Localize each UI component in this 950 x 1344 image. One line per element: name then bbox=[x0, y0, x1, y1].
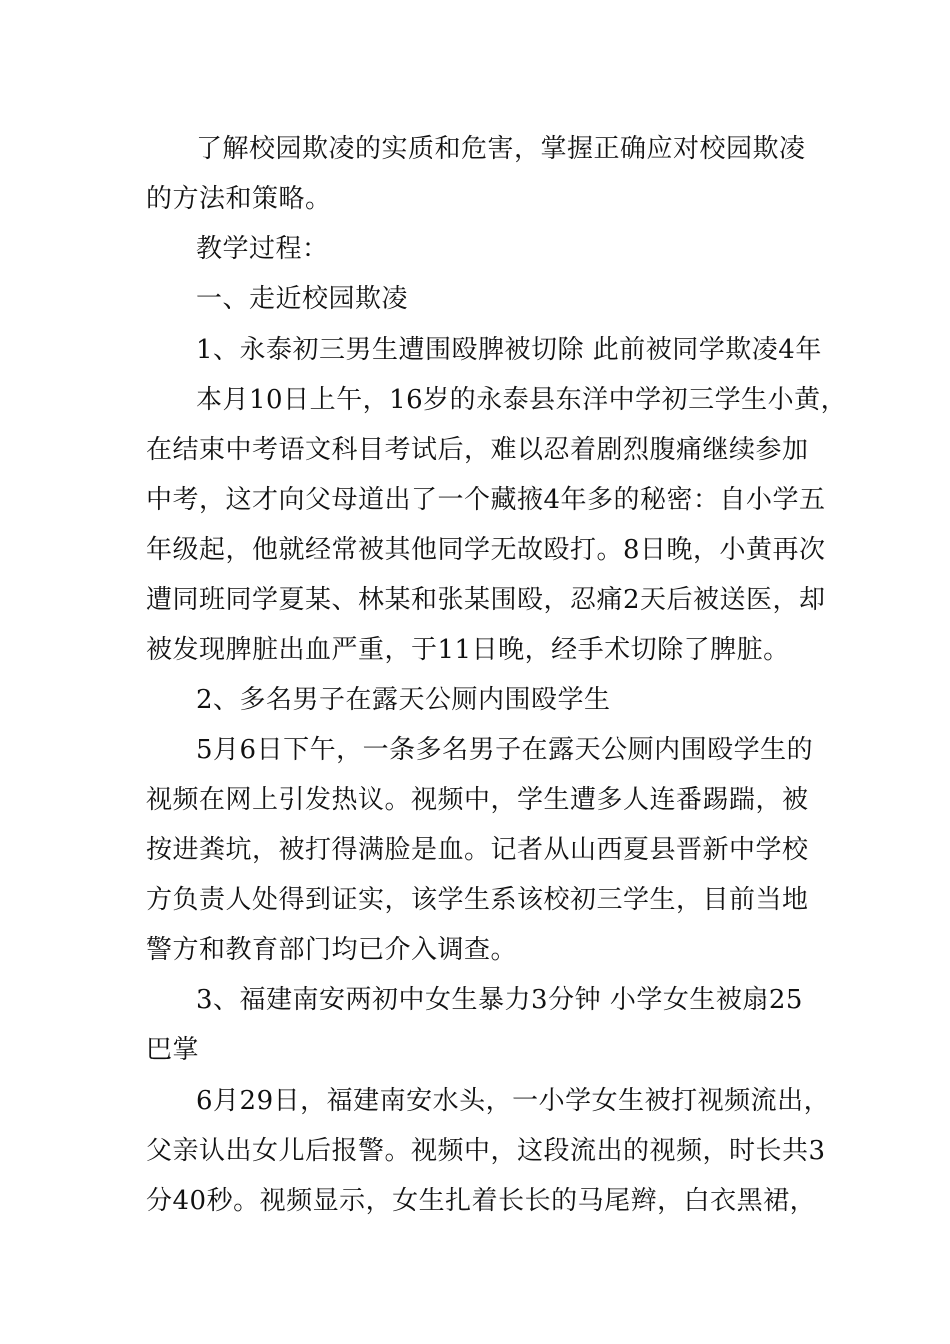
text-line: 被发现脾脏出血严重，于11日晚，经手术切除了脾脏。 bbox=[146, 635, 790, 665]
section-heading: 一、走近校园欺凌 bbox=[196, 284, 409, 314]
text-line: 分40秒。视频显示，女生扎着长长的马尾辫，白衣黑裙， bbox=[146, 1186, 817, 1216]
text-line: 警方和教育部门均已介入调查。 bbox=[146, 935, 518, 965]
text-line: 遭同班同学夏某、林某和张某围殴，忍痛2天后被送医，却 bbox=[146, 585, 826, 615]
item-heading: 3、福建南安两初中女生暴力3分钟 小学女生被扇25 bbox=[196, 985, 803, 1015]
text-line: 年级起，他就经常被其他同学无故殴打。8日晚，小黄再次 bbox=[146, 535, 826, 565]
text-line: 方负责人处得到证实，该学生系该校初三学生，目前当地 bbox=[146, 885, 809, 915]
text-line: 视频在网上引发热议。视频中，学生遭多人连番踢踹，被 bbox=[146, 785, 809, 815]
item-heading-continuation: 巴掌 bbox=[146, 1035, 200, 1065]
text-line: 父亲认出女儿后报警。视频中，这段流出的视频，时长共3 bbox=[146, 1136, 826, 1166]
text-line: 本月10日上午，16岁的永泰县东洋中学初三学生小黄， bbox=[196, 385, 848, 415]
item-heading: 2、多名男子在露天公厕内围殴学生 bbox=[196, 685, 611, 715]
item-heading: 1、永泰初三男生遭围殴脾被切除 此前被同学欺凌4年 bbox=[196, 335, 822, 365]
text-line: 的方法和策略。 bbox=[146, 184, 332, 214]
text-line: 中考，这才向父母道出了一个藏掖4年多的秘密：自小学五 bbox=[146, 485, 826, 515]
text-line: 在结束中考语文科目考试后，难以忍着剧烈腹痛继续参加 bbox=[146, 435, 809, 465]
text-line: 6月29日，福建南安水头，一小学女生被打视频流出， bbox=[196, 1086, 831, 1116]
text-line: 5月6日下午，一条多名男子在露天公厕内围殴学生的 bbox=[196, 735, 814, 765]
text-line: 了解校园欺凌的实质和危害，掌握正确应对校园欺凌 bbox=[196, 134, 806, 164]
text-line: 按进粪坑，被打得满脸是血。记者从山西夏县晋新中学校 bbox=[146, 835, 809, 865]
text-line: 教学过程： bbox=[196, 234, 329, 264]
